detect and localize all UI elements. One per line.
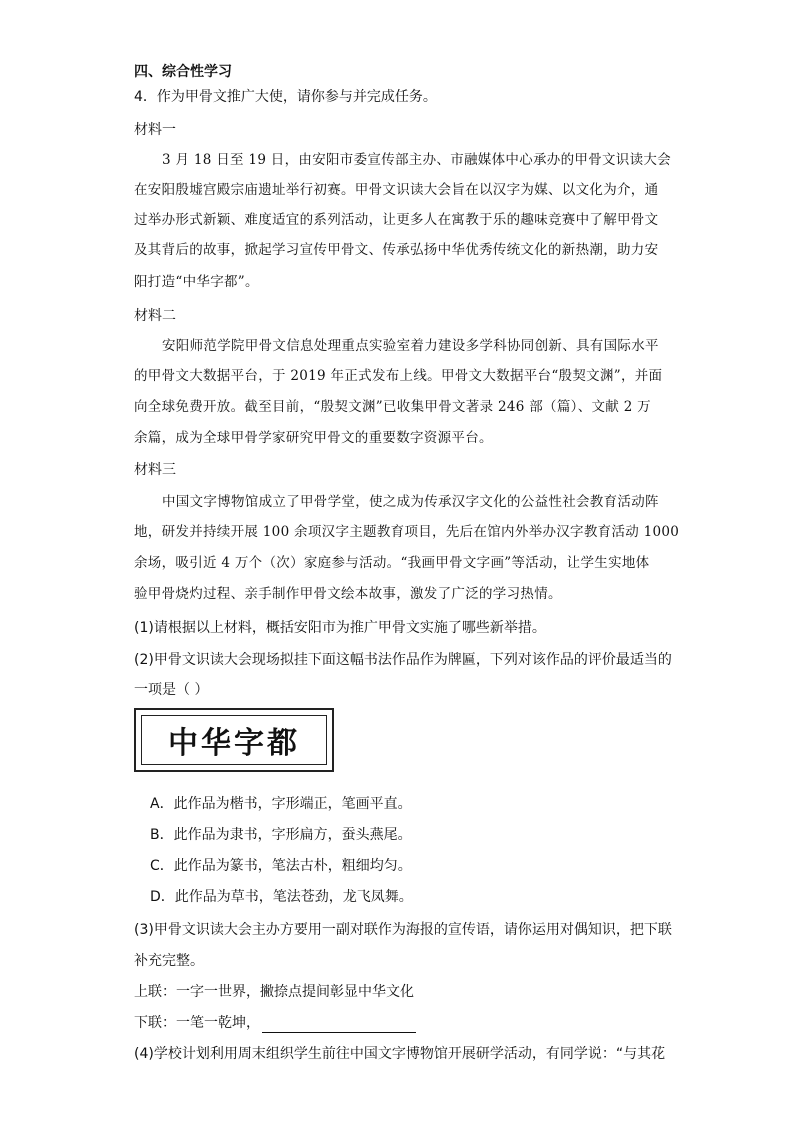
question-stem: 4．作为甲骨文推广大使，请你参与并完成任务。 bbox=[134, 89, 437, 105]
material2-line: 向全球免费开放。截至目前，“殷契文渊”已收集甲骨文著录 246 部（篇）、文献 2 万 bbox=[134, 399, 651, 415]
calligraphy-plaque-image bbox=[134, 708, 334, 772]
material2-line: 余篇，成为全球甲骨学家研究甲骨文的重要数字资源平台。 bbox=[134, 430, 493, 446]
question-1: (1)请根据以上材料，概括安阳市为推广甲骨文实施了哪些新举措。 bbox=[134, 620, 546, 636]
couplet-lower-row bbox=[134, 1013, 416, 1033]
couplet-upper: 上联：一字一世界，撇捺点提间彰显中华文化 bbox=[134, 984, 414, 1000]
material2-line: 安阳师范学院甲骨文信息处理重点实验室着力建设多学科协同创新、具有国际水平 bbox=[162, 338, 659, 354]
material1-line: 及其背后的故事，掀起学习宣传甲骨文、传承弘扬中华优秀传统文化的新热潮，助力安 bbox=[134, 242, 659, 258]
material3-line: 验甲骨烧灼过程、亲手制作甲骨文绘本故事，激发了广泛的学习热情。 bbox=[134, 586, 562, 602]
material1-label: 材料一 bbox=[134, 122, 176, 138]
material3-label: 材料三 bbox=[134, 462, 176, 478]
option-c: C．此作品为篆书，笔法古朴，粗细均匀。 bbox=[150, 858, 412, 874]
material1-line: 阳打造“中华字都”。 bbox=[134, 274, 259, 290]
material3-line: 余场，吸引近 4 万个（次）家庭参与活动。“我画甲骨文字画”等活动，让学生实地体 bbox=[134, 555, 650, 571]
option-a: A．此作品为楷书，字形端正，笔画平直。 bbox=[150, 796, 412, 812]
question-2-line2: 一项是（ ） bbox=[134, 682, 209, 698]
material1-line: 3 月 18 日至 19 日，由安阳市委宣传部主办、市融媒体中心承办的甲骨文识读大会 bbox=[162, 152, 672, 168]
couplet-lower: 下联：一笔一乾坤， bbox=[134, 1015, 260, 1031]
material2-label: 材料二 bbox=[134, 308, 176, 324]
question-3-line1: (3)甲骨文识读大会主办方要用一副对联作为海报的宣传语，请你运用对偶知识，把下联 bbox=[134, 922, 672, 938]
material1-line: 在安阳殷墟宫殿宗庙遗址举行初赛。甲骨文识读大会旨在以汉字为媒、以文化为介，通 bbox=[134, 182, 659, 198]
plaque-calligraphy-text: 中华字都 bbox=[168, 726, 300, 761]
material3-line: 中国文字博物馆成立了甲骨学堂，使之成为传承汉字文化的公益性社会教育活动阵 bbox=[162, 494, 659, 510]
question-3-line2: 补充完整。 bbox=[134, 953, 204, 969]
material2-line: 的甲骨文大数据平台，于 2019 年正式发布上线。甲骨文大数据平台“殷契文渊”，并面 bbox=[134, 368, 663, 384]
question-2-line1: (2)甲骨文识读大会现场拟挂下面这幅书法作品作为牌匾，下列对该作品的评价最适当的 bbox=[134, 652, 672, 668]
plaque-inner-frame bbox=[141, 715, 327, 765]
section-heading: 四、综合性学习 bbox=[134, 64, 232, 80]
material1-line: 过举办形式新颖、难度适宜的系列活动，让更多人在寓教于乐的趣味竞赛中了解甲骨文 bbox=[134, 212, 659, 228]
option-d: D．此作品为草书，笔法苍劲，龙飞凤舞。 bbox=[150, 889, 413, 905]
option-b: B．此作品为隶书，字形扁方，蚕头燕尾。 bbox=[150, 827, 412, 843]
question-4-line1: (4)学校计划利用周末组织学生前往中国文字博物馆开展研学活动，有同学说：“与其花 bbox=[134, 1046, 666, 1062]
material3-line: 地，研发并持续开展 100 余项汉字主题教育项目，先后在馆内外举办汉字教育活动 1000 bbox=[134, 524, 680, 540]
answer-blank[interactable] bbox=[262, 1017, 416, 1033]
